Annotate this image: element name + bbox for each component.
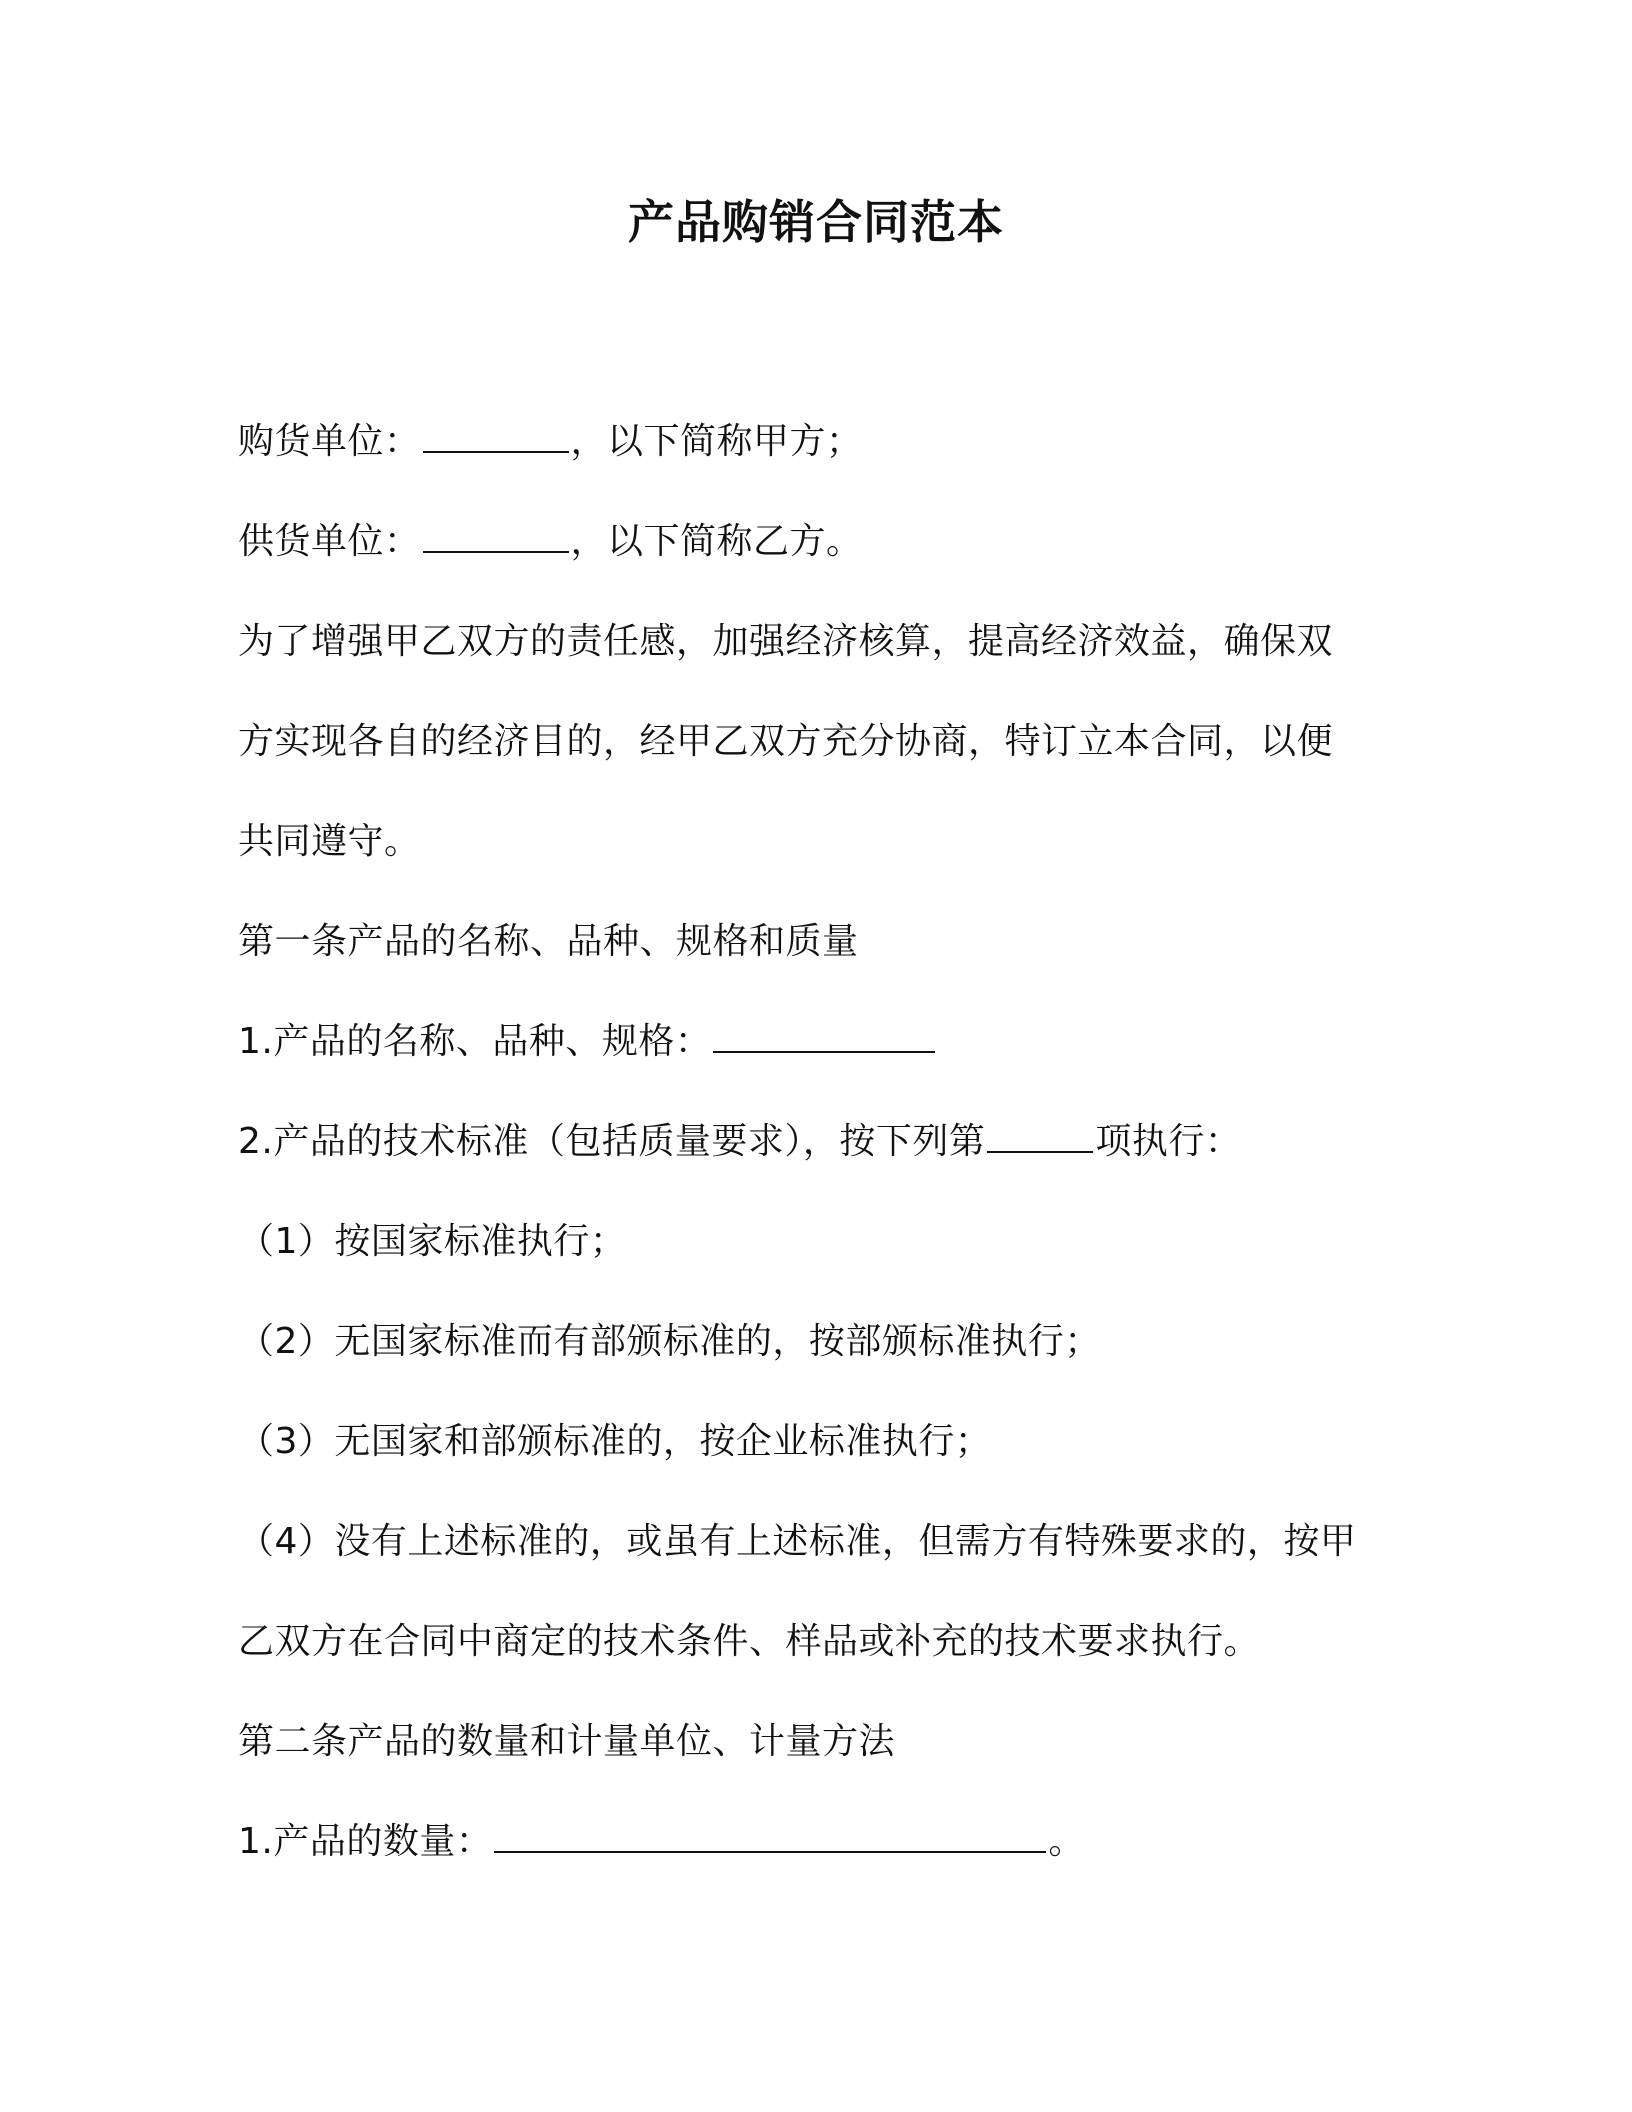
article2-item1 xyxy=(238,1817,1085,1867)
seller-line xyxy=(238,517,863,567)
article1-item2 xyxy=(238,1117,1241,1167)
standard-option-continuation: 乙双方在合同中商定的技术条件、样品或补充的技术要求执行。 xyxy=(238,1621,1261,1662)
product-spec-blank[interactable] xyxy=(713,1017,935,1053)
article2-item1-label: 1.产品的数量： xyxy=(238,1821,493,1862)
buyer-line xyxy=(238,417,863,467)
article2-heading: 第二条产品的数量和计量单位、计量方法 xyxy=(238,1721,896,1762)
standard-option: （3）无国家和部颁标准的，按企业标准执行； xyxy=(238,1421,992,1462)
seller-blank[interactable] xyxy=(423,517,569,553)
article1-heading: 第一条产品的名称、品种、规格和质量 xyxy=(238,921,859,962)
standard-option-blank[interactable] xyxy=(987,1117,1093,1153)
standard-option: （1）按国家标准执行； xyxy=(238,1221,627,1262)
buyer-suffix: ，以下简称甲方； xyxy=(570,421,863,462)
standard-option: （2）无国家标准而有部颁标准的，按部颁标准执行； xyxy=(238,1321,1101,1362)
buyer-blank[interactable] xyxy=(423,417,569,453)
standard-option: （4）没有上述标准的，或虽有上述标准，但需方有特殊要求的，按甲 xyxy=(238,1521,1357,1562)
preamble-line: 方实现各自的经济目的，经甲乙双方充分协商，特订立本合同，以便 xyxy=(238,721,1334,762)
quantity-blank[interactable] xyxy=(494,1817,1046,1853)
document-title: 产品购销合同范本 xyxy=(628,195,1004,249)
buyer-label: 购货单位： xyxy=(238,421,421,462)
article2-item1-suffix: 。 xyxy=(1048,1821,1085,1862)
article1-item2-suffix: 项执行： xyxy=(1095,1121,1242,1162)
seller-suffix: ，以下简称乙方。 xyxy=(570,521,863,562)
preamble-line: 共同遵守。 xyxy=(238,821,421,862)
article1-item1-label: 1.产品的名称、品种、规格： xyxy=(238,1021,712,1062)
seller-label: 供货单位： xyxy=(238,521,421,562)
article1-item1 xyxy=(238,1017,937,1067)
article1-item2-prefix: 2.产品的技术标准（包括质量要求），按下列第 xyxy=(238,1121,986,1162)
preamble-line: 为了增强甲乙双方的责任感，加强经济核算，提高经济效益，确保双 xyxy=(238,621,1334,662)
